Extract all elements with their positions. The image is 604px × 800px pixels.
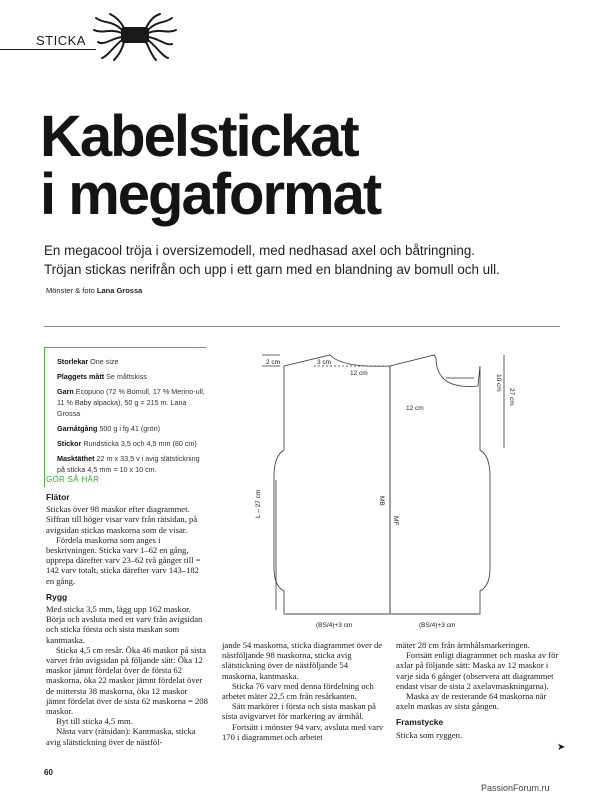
flator-paragraph-2: Fördela maskorna som anges i beskrivningen. Sticka varv 1–62 en gång, upprepa därefter varv 23–62 två gånger till = 142 varv totalt, sticka därefter varv 143–182 en gång. [46,534,201,586]
label-mf: MF [392,516,399,526]
column-2 [222,640,384,742]
credit-line [46,286,142,295]
rygg-paragraph-1: Med sticka 3,5 mm, lägg upp 162 maskor. Börja och avsluta med ett varv från avigsidan och sticka första och sista maskan som kantmaska. [46,604,203,645]
dim-width-front: (BS/4)+3 cm [419,622,456,629]
yarn-bundle-icon [92,12,178,62]
lead-line-2: Tröjan stickas nerifrån och upp i ett garn med en blandning av bomull och ull. [44,262,500,277]
instructions-heading: GÖR SÅ HÄR [46,475,100,484]
title-line-1: Kabelstickat [40,104,358,169]
flator-paragraph-1: Stickas över 98 maskor efter diagrammet. Siffran till höger visar varv från rätsidan, på avigsidan stickas maskorna som de visar. [46,504,198,535]
dim-12cm-back: 12 cm [350,370,368,377]
dim-l-27cm: L – 27 cm [255,489,262,518]
rygg-paragraph-4: Nästa varv (rätsidan): Kantmaska, sticka avig slätstickning över de nästföl- [46,726,196,747]
section-divider [0,49,96,50]
measurement-diagram [214,346,554,636]
col3-paragraph-1: mäter 28 cm från ärmhålsmarkeringen. [396,640,530,650]
credit-prefix: Mönster & foto [46,286,97,295]
fact-yarn: Garn Ecopuno (72 % Bomull, 17 % Merino-ull, 11 % Baby alpacka), 50 g = 215 m. Lana Grossa [57,387,205,418]
col2-paragraph-4: Fortsätt i mönster 94 varv, avsluta med varv 170 i diagrammet och arbetet [222,721,384,742]
dim-12cm-front: 12 cm [406,405,424,412]
dim-2cm: 2 cm [266,359,281,366]
page-number: 60 [44,768,53,777]
front-piece-outline [390,355,490,614]
back-piece-outline [274,355,390,614]
credit-name: Lana Grossa [96,286,143,295]
label-mb: MB [378,496,385,506]
rygg-title: Rygg [46,591,68,602]
section-label: STICKA [36,33,86,48]
col2-paragraph-2: Sticka 76 varv med denna fördelning och arbetet mäter 22,5 cm från resårkanten. [222,680,374,702]
framstycke-paragraph-1: Sticka som ryggen. [396,729,463,740]
fact-measure: Plaggets mått Se måttskiss [57,372,147,381]
col2-paragraph-3: Sätt markörer i första och sista maskan på sista avigvarvet för markering av ärmhål. [222,701,376,722]
article-lead [44,241,564,279]
flator-title: Flätor [46,492,70,502]
dim-width-back: (BS/4)+3 cm [316,622,353,629]
continue-arrow-icon: ➤ [557,742,566,753]
title-line-2: i megaformat [40,162,381,227]
framstycke-title: Framstycke [396,717,444,728]
dim-3cm: 3 cm [317,359,332,366]
fact-amount: Garnåtgång 500 g i fg 41 (grön) [57,424,161,433]
col2-paragraph-1: jande 54 maskorna, sticka diagrammet över de nästföljande 98 maskorna, sticka avig slätstickning över de nästföljande 54 maskorna, kantmaska. [222,640,383,681]
fact-gauge: Masktäthet 22 m x 33,5 v i avig slätstickning på sticka 4,5 mm = 10 x 10 cm. [57,454,200,474]
column-1 [46,492,208,747]
dim-27cm: 27 cm [508,388,515,406]
rygg-paragraph-2: Sticka 4,5 cm resår. Öka 46 maskor på sista varvet från avigsidan på följande sätt: Öka 12 maskor jämnt fördelat över de första 62 maskorna, öka 22 maskor jämnt fördelat över de mittersta 38 maskorna, öka 12 maskor jämnt fördelat över de sista 62 maskorna = 208 maskor. [46,644,208,717]
fact-size: Storlekar One size [57,357,119,366]
article-title [40,104,381,227]
dim-10cm: 10 cm [495,374,502,392]
watermark: PassionForum.ru [481,783,550,793]
lead-line-1: En megacool tröja i oversizemodell, med nedhasad axel och båtringning. [44,243,475,258]
col3-paragraph-3: Maska av de resterande 64 maskorna när axeln maskas av sista gången. [396,691,547,712]
rygg-paragraph-3: Byt till sticka 4,5 mm. [56,716,133,727]
column-3 [396,640,560,740]
horizontal-rule [44,326,560,327]
fact-needles: Stickor Rundsticka 3,5 och 4,5 mm (80 cm) [57,439,197,448]
col3-paragraph-2: Fortsätt enligt diagrammet och maska av för axlar på följande sätt: Maska av 12 maskor i varje sida 6 gånger (observera att diagrammet endast visar de sista 2 axelavmaskningarna). [396,650,559,691]
facts-box [44,347,206,487]
